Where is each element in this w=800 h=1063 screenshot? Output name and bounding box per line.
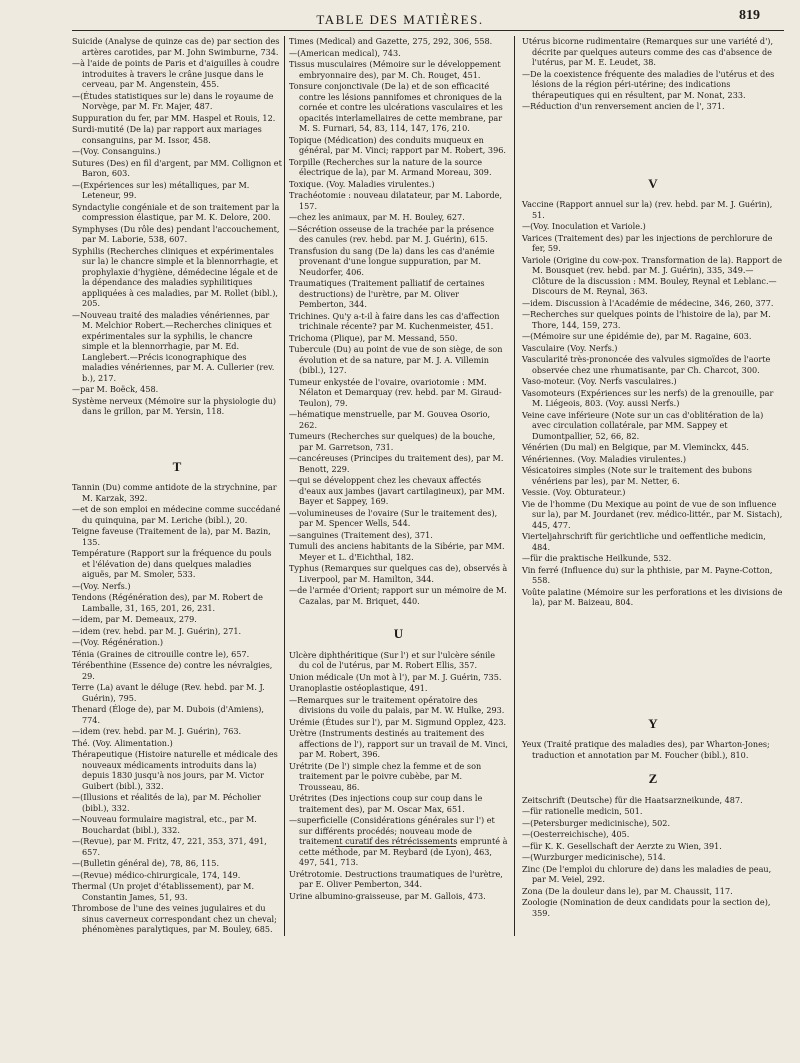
section-letter: V — [648, 175, 658, 191]
index-entry: —(Voy. Régénération.) — [72, 637, 164, 647]
index-entry: Vasculaire (Voy. Nerfs.) — [522, 342, 618, 353]
index-entry: Vésicatoires simples (Note sur le traitement des bubons vénériens par les), par M. Netter, 6. — [522, 465, 752, 486]
index-entry: Thermal (Un projet d'établissement), par M. Constantin James, 51, 93. — [72, 881, 255, 902]
index-entry: Ténia (Graines de citrouille contre le), 657. — [72, 648, 250, 659]
index-entry: Surdi-mutité (De la) par rapport aux mariages consanguins, par M. Issor, 458. — [72, 124, 262, 145]
index-entry: Times (Medical) and Gazette, 275, 292, 306, 558. — [289, 36, 493, 46]
index-entry: —Remarques sur le traitement opératoire des divisions du voile du palais, par M. W. Hulke, 293. — [289, 694, 505, 715]
index-entry: —Nouveau traité des maladies vénériennes, par M. Melchior Robert.—Recherches cliniques et expérimentales sur la syphilis, le chancre simple et la blennorrhagie, par M. Ed. Langlebert.—Précis iconographique des maladies vénériennes, par M. A. Cullerier (rev. b.), 217. — [72, 309, 275, 383]
index-entry: —à l'aide de points de Paris et d'aiguilles à coudre introduites à travers le crâne jusque dans le cerveau, par M. Angenstein, 455. — [72, 58, 280, 89]
index-entry: Vascularité très-prononcée des valvules sigmoïdes de l'aorte observée chez une rhumatisante, par Ch. Charcot, 300. — [522, 354, 771, 375]
index-entry: Température (Rapport sur la fréquence du pouls et l'élévation de) dans quelques maladies aiguës, par M. Smoler, 533. — [72, 548, 272, 579]
index-entry: —volumineuses de l'ovaire (Sur le traitement des), par M. Spencer Wells, 544. — [289, 507, 498, 528]
header-rule — [72, 30, 784, 31]
index-entry: Zoologie (Nomination de deux candidats pour la section de), 359. — [522, 897, 771, 918]
index-entry: Térébenthine (Essence de) contre les névralgies, 29. — [72, 660, 273, 681]
index-entry: —et de son emploi en médecine comme succédané du quinquina, par M. Leriche (bibl.), 20. — [72, 504, 281, 525]
index-entry: Urètre (Instruments destinés au traitement des affections de l'), rapport sur un travail de M. Vinci, par M. Robert, 396. — [289, 728, 508, 759]
index-entry: Zeitschrift (Deutsche) für die Haatsarzneikunde, 487. — [522, 794, 743, 805]
column-divider — [284, 36, 285, 936]
index-entry: Thérapeutique (Histoire naturelle et médicale des nouveaux médicaments introduits dans la) depuis 1830 jusqu'à nos jours, par M. Victor Guibert (bibl.), 332. — [72, 749, 278, 791]
index-section-y — [522, 715, 784, 761]
index-entry: —de l'armée d'Orient; rapport sur un mémoire de M. Cazalas, par M. Briquet, 440. — [289, 585, 507, 606]
index-section-v — [522, 175, 784, 608]
index-entry: —(Voy. Inoculation et Variole.) — [522, 221, 646, 231]
index-entry: Sutures (Des) en fil d'argent, par MM. Collignon et Baron, 603. — [72, 157, 282, 178]
index-entry: —qui se développent chez les chevaux affectés d'eaux aux jambes (javart cartilagineux), par MM. Bayer et Sappey, 169. — [289, 475, 505, 506]
index-entry: —(Expériences sur les) métalliques, par M. Leteneur, 99. — [72, 179, 250, 200]
index-entry: Voûte palatine (Mémoire sur les perforations et les divisions de la), par M. Baizeau, 804. — [522, 586, 783, 607]
index-entry: —(American medical), 743. — [289, 47, 401, 58]
index-entry: —Réduction d'un renversement ancien de l', 371. — [522, 101, 725, 111]
index-entry: Transfusion du sang (De la) dans les cas d'anémie provenant d'une longue suppuration, par M. Neudorfer, 406. — [289, 245, 495, 277]
index-entry: Tonsure conjonctivale (De la) et de son efficacité contre les lésions pannifomes et chroniques de la cornée et contre les ulcérations vasculaires et les opacités interlamellaires de cette membrane, par M. S. Furnari, 54, 83, 114, 147, 176, 210. — [289, 81, 503, 133]
index-entry: Vaso-moteur. (Voy. Nerfs vasculaires.) — [522, 376, 677, 386]
index-column-1 — [72, 36, 282, 936]
index-entry: —idem, par M. Demeaux, 279. — [72, 614, 197, 624]
index-entry: Typhus (Remarques sur quelques cas de), observés à Liverpool, par M. Hamilton, 344. — [289, 563, 508, 584]
column-divider — [514, 36, 515, 936]
index-entry: —idem (rev. hebd. par M. J. Guérin), 763. — [72, 726, 242, 736]
index-entry: Teigne faveuse (Traitement de la), par M. Bazin, 135. — [72, 526, 271, 547]
index-section-t — [72, 458, 282, 935]
index-entry: Zinc (De l'emploi du chlorure de) dans les maladies de peau, par M. Veiel, 292. — [522, 863, 772, 884]
index-entry: Toxique. (Voy. Maladies virulentes.) — [289, 178, 435, 189]
index-entry: Symphyses (Du rôle des) pendant l'accouchement, par M. Laborie, 538, 607. — [72, 223, 280, 244]
index-entry: Yeux (Traité pratique des maladies des), par Wharton-Jones; traduction et annotation par M. Foucher (bibl.), 810. — [522, 739, 770, 760]
index-entry: —(Wurzburger medicinische), 514. — [522, 852, 666, 862]
index-entry: Urétrotomie. Destructions traumatiques de l'urètre, par E. Oliver Pemberton, 344. — [289, 868, 503, 889]
index-entry: Vie de l'homme (Du Mexique au point de vue de son influence sur la), par M. Jourdanet (rev. médico-littér., par M. Sistach), 445, 477. — [522, 498, 783, 530]
index-entry: Union médicale (Un mot à l'), par M. J. Guérin, 735. — [289, 671, 502, 682]
index-entry: Tubercule (Du) au point de vue de son siège, de son évolution et de sa nature, par M. J. A. Villemin (bibl.), 127. — [289, 344, 503, 375]
index-entry: —idem. Discussion à l'Académie de médecine, 346, 260, 377. — [522, 297, 774, 308]
running-title: TABLE DES MATIÈRES. — [316, 12, 484, 27]
index-entry: —cancéreuses (Principes du traitement des), par M. Benott, 229. — [289, 453, 504, 474]
index-entry: Vasomoteurs (Expériences sur les nerfs) de la grenouille, par M. Liégeois, 803. (Voy. aussi Nerfs.) — [522, 387, 774, 408]
index-entry: Terre (La) avant le déluge (Rev. hebd. par M. J. Guérin), 795. — [72, 682, 265, 703]
index-entry: —idem (rev. hebd. par M. J. Guérin), 271. — [72, 625, 242, 636]
index-entry: Tissus musculaires (Mémoire sur le développement embryonnaire des), par M. Ch. Rouget, 451. — [289, 59, 501, 80]
index-entry: Vaccine (Rapport annuel sur la) (rev. hebd. par M. J. Guérin), 51. — [522, 199, 773, 220]
index-entry: —für K. K. Gesellschaft der Aerzte zu Wien, 391. — [522, 840, 722, 851]
index-entry: —De la coexistence fréquente des maladies de l'utérus et des lésions de la région péri-utérine; des indications thérapeutiques qui en résultent, par M. Nonat, 233. — [522, 68, 775, 100]
index-section-s-continued — [72, 36, 282, 417]
index-entry: —Nouveau formulaire magistral, etc., par M. Bouchardat (bibl.), 332. — [72, 814, 257, 835]
index-entry: Urine albumino-graisseuse, par M. Gallois, 473. — [289, 890, 486, 901]
index-entry: —(Voy. Nerfs.) — [72, 580, 131, 591]
index-entry: —(Mémoire sur une épidémie de), par M. Ragaine, 603. — [522, 331, 752, 341]
index-entry: —(Études statistiques sur le) dans le royaume de Norvège, par M. Fr. Majer, 487. — [72, 90, 274, 111]
index-entry: Traumatiques (Traitement palliatif de certaines destructions) de l'urètre, par M. Oliver Pemberton, 344. — [289, 278, 485, 309]
index-entry: —für die praktische Heilkunde, 532. — [522, 553, 672, 563]
index-entry: —(Petersburger medicinische), 502. — [522, 817, 671, 828]
index-section-t-continued — [289, 36, 508, 606]
index-entry: Thé. (Voy. Alimentation.) — [72, 737, 173, 748]
index-entry: Vénériennes. (Voy. Maladies virulentes.) — [522, 453, 687, 464]
index-entry: Topique (Médication) des conduits muqueux en général, par M. Vinci; rapport par M. Robert, 396. — [289, 134, 506, 155]
index-entry: Variole (Origine du cow-pox. Transformation de la). Rapport de M. Bousquet (rev. hebd. par M. J. Guérin), 335, 349.—Clôture de la discussion : MM. Bouley, Reynal et Leblanc.—Discours de M. Reynal, 363. — [522, 254, 783, 296]
index-entry: Veine cave inférieure (Note sur un cas d'oblitération de la) avec circulation collatérale, par MM. Sappey et Dumontpallier, 52, 66, 82. — [522, 409, 764, 441]
index-section-u — [289, 626, 508, 901]
index-entry: Tumuli des anciens habitants de la Sibérie, par MM. Meyer et L. d'Eichthal, 182. — [289, 541, 505, 562]
page-number: 819 — [739, 8, 760, 23]
index-entry: Trichoma (Plique), par M. Messand, 550. — [289, 332, 458, 343]
index-entry: Tumeurs (Recherches sur quelques) de la bouche, par M. Garretson, 731. — [289, 431, 496, 452]
index-entry: Torpille (Recherches sur la nature de la source électrique de la), par M. Armand Moreau, 309. — [289, 156, 492, 177]
index-entry: Thrombose de l'une des veines jugulaires et du sinus caverneux correspondant chez un cheval; phénomènes paralytiques, par M. Bouley, 685. — [72, 903, 277, 934]
index-entry: —für rationelle medicin, 501. — [522, 806, 643, 816]
index-entry: —hématique menstruelle, par M. Gouvea Osorio, 262. — [289, 409, 491, 430]
index-entry: —Sécrétion osseuse de la trachée par la présence des canules (rev. hebd. par M. J. Guérin), 615. — [289, 223, 494, 244]
index-entry: Tumeur enkystée de l'ovaire, ovariotomie : MM. Nélaton et Demarquay (rev. hebd. par M. Giraud-Teulon), 79. — [289, 376, 502, 408]
index-entry: Tannin (Du) comme antidote de la strychnine, par M. Karzak, 392. — [72, 482, 277, 503]
index-entry: Syphilis (Recherches cliniques et expérimentales sur la) le chancre simple et la blennorrhagie, et prophylaxie d'hygiène, démédecine légale et de la dépendance des maladies syphilitiques appliquées à ces maladies, par M. Rollet (bibl.), 205. — [72, 245, 278, 308]
index-entry: —(Oesterreichische), 405. — [522, 829, 630, 839]
section-letter: Y — [648, 715, 658, 731]
index-entry: Varices (Traitement des) par les injections de perchlorure de fer, 59. — [522, 232, 773, 253]
index-entry: —(Bulletin général de), 78, 86, 115. — [72, 858, 220, 868]
index-entry: Système nerveux (Mémoire sur la physiologie du) dans le grillon, par M. Yersin, 118. — [72, 395, 277, 416]
index-entry: —(Voy. Consanguins.) — [72, 146, 161, 156]
index-entry: Tendons (Régénération des), par M. Robert de Lamballe, 31, 165, 201, 26, 231. — [72, 592, 263, 613]
index-entry: —chez les animaux, par M. H. Bouley, 627. — [289, 212, 465, 222]
index-entry: Trichines. Qu'y a-t-il à faire dans les cas d'affection trichinale récente? par M. Kuchenmeister, 451. — [289, 310, 500, 331]
index-section-z — [522, 771, 784, 918]
index-entry: —(Illusions et réalités de la), par M. Pécholier (bibl.), 332. — [72, 792, 261, 813]
index-entry: Vin ferré (Influence du) sur la phthisie, par M. Payne-Cotton, 558. — [522, 564, 773, 585]
index-entry: Urétrites (Des injections coup sur coup dans le traitement des), par M. Oscar Max, 651. — [289, 793, 483, 814]
index-entry: —(Revue) médico-chirurgicale, 174, 149. — [72, 869, 241, 880]
index-entry: Trachéotomie : nouveau dilatateur, par M. Laborde, 157. — [289, 190, 503, 211]
index-entry: Vierteljahrschrift für gerichtliche und oeffentliche medicin, 484. — [522, 531, 766, 552]
index-section-u-continued — [522, 36, 784, 112]
index-entry: Syndactylie congéniale et de son traitement par la compression élastique, par M. K. Delore, 200. — [72, 201, 280, 222]
index-entry: —Recherches sur quelques points de l'histoire de la), par M. Thore, 144, 159, 273. — [522, 309, 771, 330]
index-entry: Suppuration du fer, par MM. Haspel et Rouis, 12. — [72, 112, 276, 123]
section-letter: T — [172, 458, 182, 474]
index-entry: Zona (De la douleur dans le), par M. Chaussit, 117. — [522, 885, 733, 896]
index-entry: Urétrite (De l') simple chez la femme et de son traitement par le poivre cubèbe, par M. Trousseau, 86. — [289, 760, 482, 792]
index-entry: Suicide (Analyse de quinze cas de) par section des artères carotides, par M. John Swimburne, 734. — [72, 36, 280, 57]
section-letter: Z — [648, 771, 658, 786]
index-entry: Urémie (Études sur l'), par M. Sigmund Opplez, 423. — [289, 716, 507, 727]
index-entry: Vénérien (Du mal) en Belgique, par M. Vleminckx, 445. — [522, 442, 749, 452]
index-column-3 — [522, 36, 784, 919]
index-column-2 — [289, 36, 508, 902]
index-entry: —(Revue), par M. Fritz, 47, 221, 353, 371, 491, 657. — [72, 836, 267, 857]
index-entry: —superficielle (Considérations générales sur l') et sur différents procédés; nouveau mode de traitement curatif des rétrécissements emprunté à cette méthode, par M. Reybard (de Lyon), 463, 497, 541, 713. — [289, 815, 508, 867]
index-entry: Ulcère diphthéritique (Sur l') et sur l'ulcère sénile du col de l'utérus, par M. Robert Ellis, 357. — [289, 649, 496, 670]
index-entry: —par M. Boëck, 458. — [72, 384, 159, 394]
index-entry: Vessie. (Voy. Obturateur.) — [522, 487, 626, 497]
section-letter: U — [393, 626, 404, 641]
index-entry: Thenard (Éloge de), par M. Dubois (d'Amiens), 774. — [72, 704, 264, 725]
index-entry: Utérus bicorne rudimentaire (Remarques sur une variété d'), décrite par quelques auteurs comme des cas d'absence de l'utérus, par M. E. Leudet, 38. — [522, 36, 774, 67]
index-entry: Uranoplastie ostéoplastique, 491. — [289, 683, 428, 693]
index-entry: —sanguines (Traitement des), 371. — [289, 529, 433, 540]
